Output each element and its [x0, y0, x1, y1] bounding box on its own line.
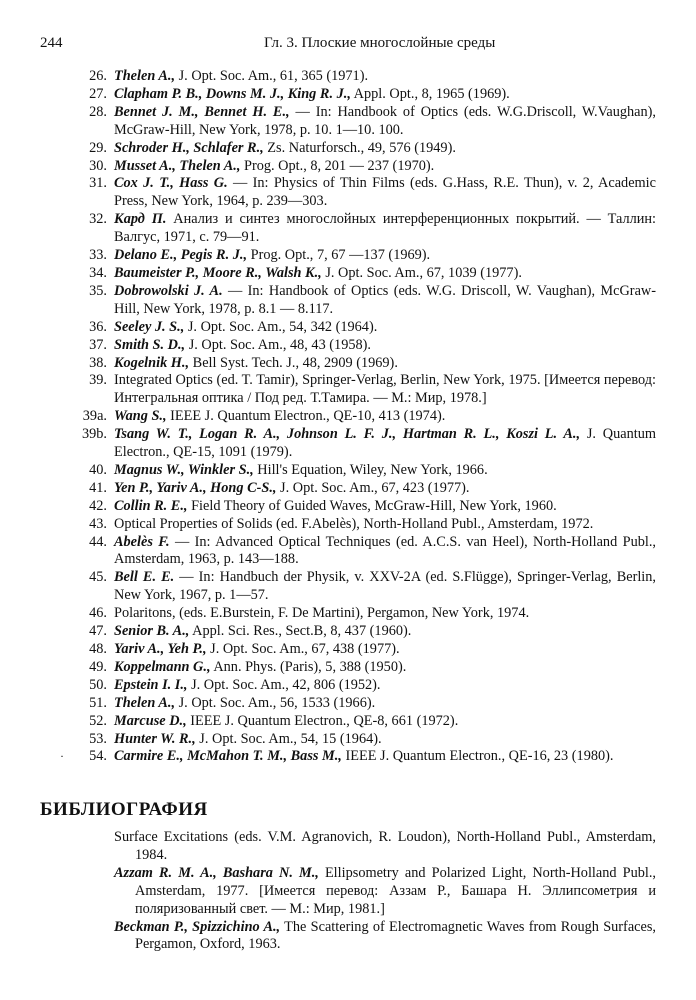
reference-number: 45.	[89, 569, 107, 586]
reference-number: 49.	[89, 658, 107, 675]
reference-text	[114, 175, 656, 209]
reference-citation: Анализ и синтез многослойных интерференционных покрытий. — Таллин: Валгус, 1971, с. 79—91.	[114, 211, 656, 246]
reference-text	[114, 534, 656, 568]
reference-citation: — In: Physics of Thin Films (eds. G.Hass, R.E. Thun), v. 2, Academic Press, New York, 1964, p. 239—303.	[114, 175, 656, 210]
bibliography-item	[0, 919, 696, 955]
reference-text	[114, 337, 371, 353]
reference-authors: Thelen A.,	[114, 694, 176, 711]
reference-number: 39a.	[82, 408, 107, 425]
reference-authors: Collin R. E.,	[114, 497, 188, 514]
reference-authors: Magnus W., Winkler S.,	[114, 461, 254, 478]
reference-citation: Zs. Naturforsch., 49, 576 (1949).	[263, 139, 456, 156]
reference-item	[0, 731, 696, 749]
reference-citation: — In: Handbuch der Physik, v. XXV-2A (ed. S.Flügge), Springer-Verlag, Berlin, New York, 1967, p. 1—57.	[114, 569, 656, 604]
bibliography-item	[0, 865, 696, 919]
reference-authors: Dobrowolski J. A.	[114, 282, 223, 299]
reference-citation: — In: Handbook of Optics (eds. W.G. Driscoll, W. Vaughan), McGraw-Hill, New York, 1978, p. 8.1 — 8.117.	[114, 282, 656, 317]
reference-text	[114, 480, 469, 496]
reference-number: 42.	[89, 497, 107, 514]
reference-citation: IEEE J. Quantum Electron., QE-8, 661 (1972).	[186, 712, 459, 729]
reference-authors: Bennet J. M., Bennet H. E.,	[114, 103, 290, 120]
reference-text	[114, 158, 434, 174]
reference-authors: Bell E. E.	[114, 569, 175, 586]
reference-authors: Senior B. A.,	[114, 623, 190, 640]
reference-item	[0, 748, 696, 766]
stray-mark: ·	[60, 749, 64, 764]
reference-text	[114, 283, 656, 317]
reference-item	[0, 516, 696, 534]
reference-authors: Kogelnik H.,	[114, 354, 190, 371]
reference-citation: Field Theory of Guided Waves, McGraw-Hill, New York, 1960.	[187, 497, 557, 514]
reference-authors: Smith S. D.,	[114, 336, 186, 353]
reference-text	[114, 355, 398, 371]
reference-item	[0, 372, 696, 408]
reference-number: 54.	[89, 748, 107, 765]
reference-number: 26.	[89, 68, 107, 84]
reference-authors: Кард П.	[114, 211, 167, 228]
reference-item	[0, 641, 696, 659]
reference-authors: Baumeister P., Moore R., Walsh K.,	[114, 264, 322, 281]
reference-number: 28.	[89, 103, 107, 120]
reference-number: 38.	[89, 354, 107, 371]
reference-number: 39b.	[81, 426, 107, 443]
reference-authors: Marcuse D.,	[114, 712, 187, 729]
reference-text	[114, 104, 656, 138]
running-head: Гл. 3. Плоские многослойные среды	[264, 35, 496, 51]
reference-citation: J. Opt. Soc. Am., 67, 423 (1977).	[276, 479, 470, 496]
reference-authors: Thelen A.,	[114, 68, 176, 84]
reference-citation: Prog. Opt., 8, 201 — 237 (1970).	[240, 157, 435, 174]
reference-number: 40.	[89, 461, 107, 478]
reference-citation: — In: Advanced Optical Techniques (ed. A.C.S. van Heel), North-Holland Publ., Amsterdam, 1963, p. 143—188.	[114, 533, 656, 568]
reference-authors: Carmire E., McMahon T. M., Bass M.,	[114, 748, 342, 765]
reference-citation: J. Opt. Soc. Am., 54, 342 (1964).	[184, 318, 378, 335]
reference-item	[0, 498, 696, 516]
reference-item	[0, 355, 696, 373]
reference-text	[114, 748, 613, 764]
reference-authors: Yen P., Yariv A., Hong C-S.,	[114, 479, 277, 496]
reference-citation: J. Opt. Soc. Am., 56, 1533 (1966).	[175, 694, 376, 711]
reference-text	[114, 731, 382, 747]
bibliography-list	[0, 829, 696, 954]
reference-text	[114, 86, 510, 102]
reference-citation: J. Opt. Soc. Am., 54, 15 (1964).	[195, 730, 382, 747]
reference-authors: Musset A., Thelen A.,	[114, 157, 241, 174]
bibliography-heading: БИБЛИОГРАФИЯ	[40, 799, 208, 820]
page-header	[34, 32, 658, 54]
reference-text	[114, 659, 406, 675]
bibliography-authors: Beckman P., Spizzichino A.,	[114, 918, 281, 935]
reference-citation: J. Opt. Soc. Am., 42, 806 (1952).	[187, 676, 381, 693]
reference-text	[114, 140, 456, 156]
reference-number: 34.	[89, 264, 107, 281]
bibliography-item	[0, 829, 696, 865]
reference-text	[114, 408, 445, 424]
reference-item	[0, 605, 696, 623]
reference-authors: Seeley J. S.,	[114, 318, 185, 335]
reference-text	[114, 695, 375, 711]
reference-citation: IEEE J. Quantum Electron., QE-10, 413 (1974).	[166, 408, 446, 425]
reference-citation: Optical Properties of Solids (ed. F.Abelès), North-Holland Publ., Amsterdam, 1972.	[114, 515, 594, 532]
reference-authors: Yariv A., Yeh P.,	[114, 641, 207, 657]
reference-text	[114, 372, 656, 406]
reference-text	[114, 319, 377, 335]
reference-number: 51.	[89, 694, 107, 711]
reference-citation: Integrated Optics (ed. T. Tamir), Springer-Verlag, Berlin, New York, 1975. [Имеется перевод: Интегральная оптика / Под ред. Т.Тамира. — М.: Мир, 1978.]	[114, 372, 656, 407]
reference-number: 27.	[89, 85, 107, 102]
reference-number: 44.	[89, 533, 107, 550]
reference-number: 35.	[89, 282, 107, 299]
reference-citation: Appl. Sci. Res., Sect.B, 8, 437 (1960).	[189, 623, 412, 640]
bibliography-citation: Surface Excitations (eds. V.M. Agranovich, R. Loudon), North-Holland Publ., Amsterdam, 1984.	[114, 829, 656, 863]
reference-number: 46.	[89, 605, 107, 622]
reference-citation: J. Opt. Soc. Am., 48, 43 (1958).	[185, 336, 371, 353]
bibliography-authors: Azzam R. M. A., Bashara N. M.,	[114, 864, 319, 881]
page-number: 244	[40, 35, 63, 51]
reference-citation: J. Quantum Electron., QE-15, 1091 (1979).	[114, 426, 656, 461]
reference-item	[0, 86, 696, 104]
reference-authors: Schroder H., Schlafer R.,	[114, 139, 264, 156]
reference-item	[0, 462, 696, 480]
reference-citation: J. Opt. Soc. Am., 67, 1039 (1977).	[321, 264, 522, 281]
reference-authors: Clapham P. B., Downs M. J., King R. J.,	[114, 85, 351, 102]
reference-item	[0, 695, 696, 713]
reference-number: 32.	[89, 211, 107, 228]
reference-item	[0, 68, 696, 86]
reference-citation: Ann. Phys. (Paris), 5, 388 (1950).	[210, 658, 407, 675]
reference-item	[0, 265, 696, 283]
reference-text	[114, 516, 593, 532]
reference-citation: — In: Handbook of Optics (eds. W.G.Driscoll, W.Vaughan), McGraw-Hill, New York, 1978, p. 10. 1—10. 100.	[114, 103, 656, 138]
reference-authors: Epstein I. I.,	[114, 676, 188, 693]
reference-citation: Bell Syst. Tech. J., 48, 2909 (1969).	[189, 354, 398, 371]
reference-number: 30.	[89, 157, 107, 174]
reference-citation: Appl. Opt., 8, 1965 (1969).	[350, 85, 510, 102]
reference-number: 47.	[89, 623, 107, 640]
reference-number: 43.	[89, 515, 107, 532]
reference-text	[114, 247, 430, 263]
reference-item	[0, 211, 696, 247]
reference-number: 36.	[89, 318, 107, 335]
reference-item	[0, 659, 696, 677]
reference-item	[0, 713, 696, 731]
bibliography-citation: Ellipsometry and Polarized Light, North-Holland Publ., Amsterdam, 1977. [Имеется перевод: Аззам Р., Башара Н. Эллипсометрия и поляризованный свет. — М.: Мир, 1981.]	[135, 864, 656, 917]
reference-citation: IEEE J. Quantum Electron., QE-16, 23 (1980).	[341, 748, 614, 765]
reference-number: 48.	[89, 641, 107, 657]
reference-authors: Tsang W. T., Logan R. A., Johnson L. F. J., Hartman R. L., Koszi L. A.,	[114, 426, 581, 443]
reference-authors: Abelès F.	[114, 533, 170, 550]
reference-text	[114, 623, 411, 639]
reference-item	[0, 283, 696, 319]
reference-item	[0, 247, 696, 265]
reference-number: 41.	[89, 479, 107, 496]
bibliography-citation: The Scattering of Electromagnetic Waves from Rough Surfaces, Pergamon, Oxford, 1963.	[135, 918, 656, 953]
reference-citation: J. Opt. Soc. Am., 67, 438 (1977).	[206, 641, 400, 657]
reference-text	[114, 605, 529, 621]
reference-text	[114, 462, 488, 478]
reference-item	[0, 569, 696, 605]
reference-text	[114, 211, 656, 245]
reference-item	[0, 426, 696, 462]
reference-text	[114, 713, 458, 729]
reference-number: 37.	[89, 336, 107, 353]
reference-number: 31.	[89, 175, 107, 192]
reference-text	[114, 677, 381, 693]
reference-item	[0, 534, 696, 570]
reference-item	[0, 480, 696, 498]
reference-text	[114, 569, 656, 603]
reference-list	[0, 68, 696, 766]
reference-text	[114, 265, 522, 281]
reference-text	[114, 68, 368, 84]
reference-number: 33.	[89, 247, 107, 264]
reference-citation: Hill's Equation, Wiley, New York, 1966.	[253, 461, 488, 478]
reference-text	[114, 426, 656, 460]
reference-item	[0, 623, 696, 641]
reference-item	[0, 677, 696, 695]
reference-number: 52.	[89, 712, 107, 729]
reference-number: 53.	[89, 730, 107, 747]
reference-item	[0, 140, 696, 158]
reference-citation: J. Opt. Soc. Am., 61, 365 (1971).	[175, 68, 369, 84]
reference-item	[0, 158, 696, 176]
reference-authors: Wang S.,	[114, 408, 167, 425]
reference-item	[0, 319, 696, 337]
reference-authors: Koppelmann G.,	[114, 658, 211, 675]
reference-item	[0, 175, 696, 211]
reference-number: 50.	[89, 676, 107, 693]
reference-citation: Polaritons, (eds. E.Burstein, F. De Martini), Pergamon, New York, 1974.	[114, 605, 530, 622]
reference-citation: Prog. Opt., 7, 67 —137 (1969).	[247, 247, 431, 264]
reference-authors: Hunter W. R.,	[114, 730, 196, 747]
reference-text	[114, 498, 557, 514]
reference-number: 39.	[89, 372, 107, 389]
reference-item	[0, 337, 696, 355]
reference-item	[0, 408, 696, 426]
reference-text	[114, 641, 400, 657]
reference-authors: Delano E., Pegis R. J.,	[114, 247, 248, 264]
reference-number: 29.	[89, 139, 107, 156]
reference-item	[0, 104, 696, 140]
reference-authors: Cox J. T., Hass G.	[114, 175, 228, 192]
